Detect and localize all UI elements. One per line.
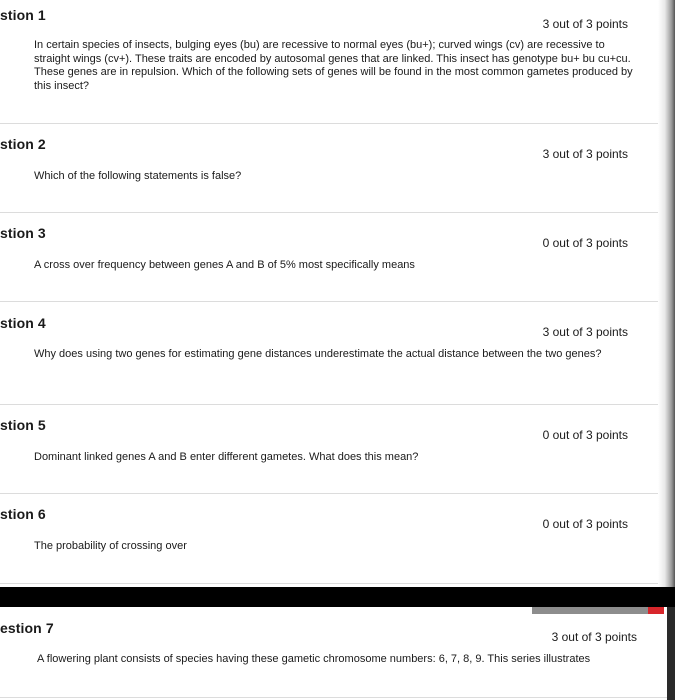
question-2-text: Which of the following statements is false?: [34, 170, 242, 182]
question-7-points: 3 out of 3 points: [551, 630, 637, 644]
question-1-title: stion 1: [0, 7, 46, 23]
question-3-title: stion 3: [0, 225, 46, 241]
question-1: [0, 0, 658, 123]
question-6-points: 0 out of 3 points: [542, 517, 628, 531]
question-5-title: stion 5: [0, 417, 46, 433]
questions-page-lower: [0, 607, 667, 700]
question-3-points: 0 out of 3 points: [542, 236, 628, 250]
page-edge-shadow: [658, 0, 675, 587]
question-4-points: 3 out of 3 points: [542, 325, 628, 339]
question-7-title: estion 7: [0, 620, 54, 636]
question-4: [0, 302, 658, 404]
question-6: [0, 494, 658, 587]
question-4-title: stion 4: [0, 315, 46, 331]
question-2-title: stion 2: [0, 136, 46, 152]
question-4-text: Why does using two genes for estimating gene distances underestimate the actual distance between the two genes?: [34, 348, 602, 360]
question-3-text: A cross over frequency between genes A and B of 5% most specifically means: [34, 259, 415, 271]
question-7: [0, 607, 667, 700]
question-7-text: A flowering plant consists of species having these gametic chromosome numbers: 6, 7, 8, 9. This series illustrates: [37, 653, 591, 665]
question-5: [0, 405, 658, 493]
question-2-points: 3 out of 3 points: [542, 147, 628, 161]
scroll-indicator-accent: [648, 607, 664, 614]
screen-gap: [0, 587, 675, 607]
question-3: [0, 213, 658, 301]
divider: [0, 697, 667, 698]
question-6-title: stion 6: [0, 506, 46, 522]
divider: [0, 583, 658, 584]
scroll-indicator: [532, 607, 648, 614]
question-1-text: In certain species of insects, bulging eyes (bu) are recessive to normal eyes (bu+); curved wings (cv) are recessive to straight wings (cv+). These traits are encoded by autosomal genes that are linked. This insect has genotype bu+ bu cu+cu. These genes are in repulsion. Which of the following sets of genes will be found in the most common gametes produced by this insect?: [34, 39, 633, 92]
question-6-text: The probability of crossing over: [34, 540, 187, 552]
question-1-points: 3 out of 3 points: [542, 17, 628, 31]
question-5-text: Dominant linked genes A and B enter different gametes. What does this mean?: [34, 451, 419, 463]
question-5-points: 0 out of 3 points: [542, 428, 628, 442]
question-2: [0, 124, 658, 212]
page-edge-dark: [667, 607, 675, 700]
